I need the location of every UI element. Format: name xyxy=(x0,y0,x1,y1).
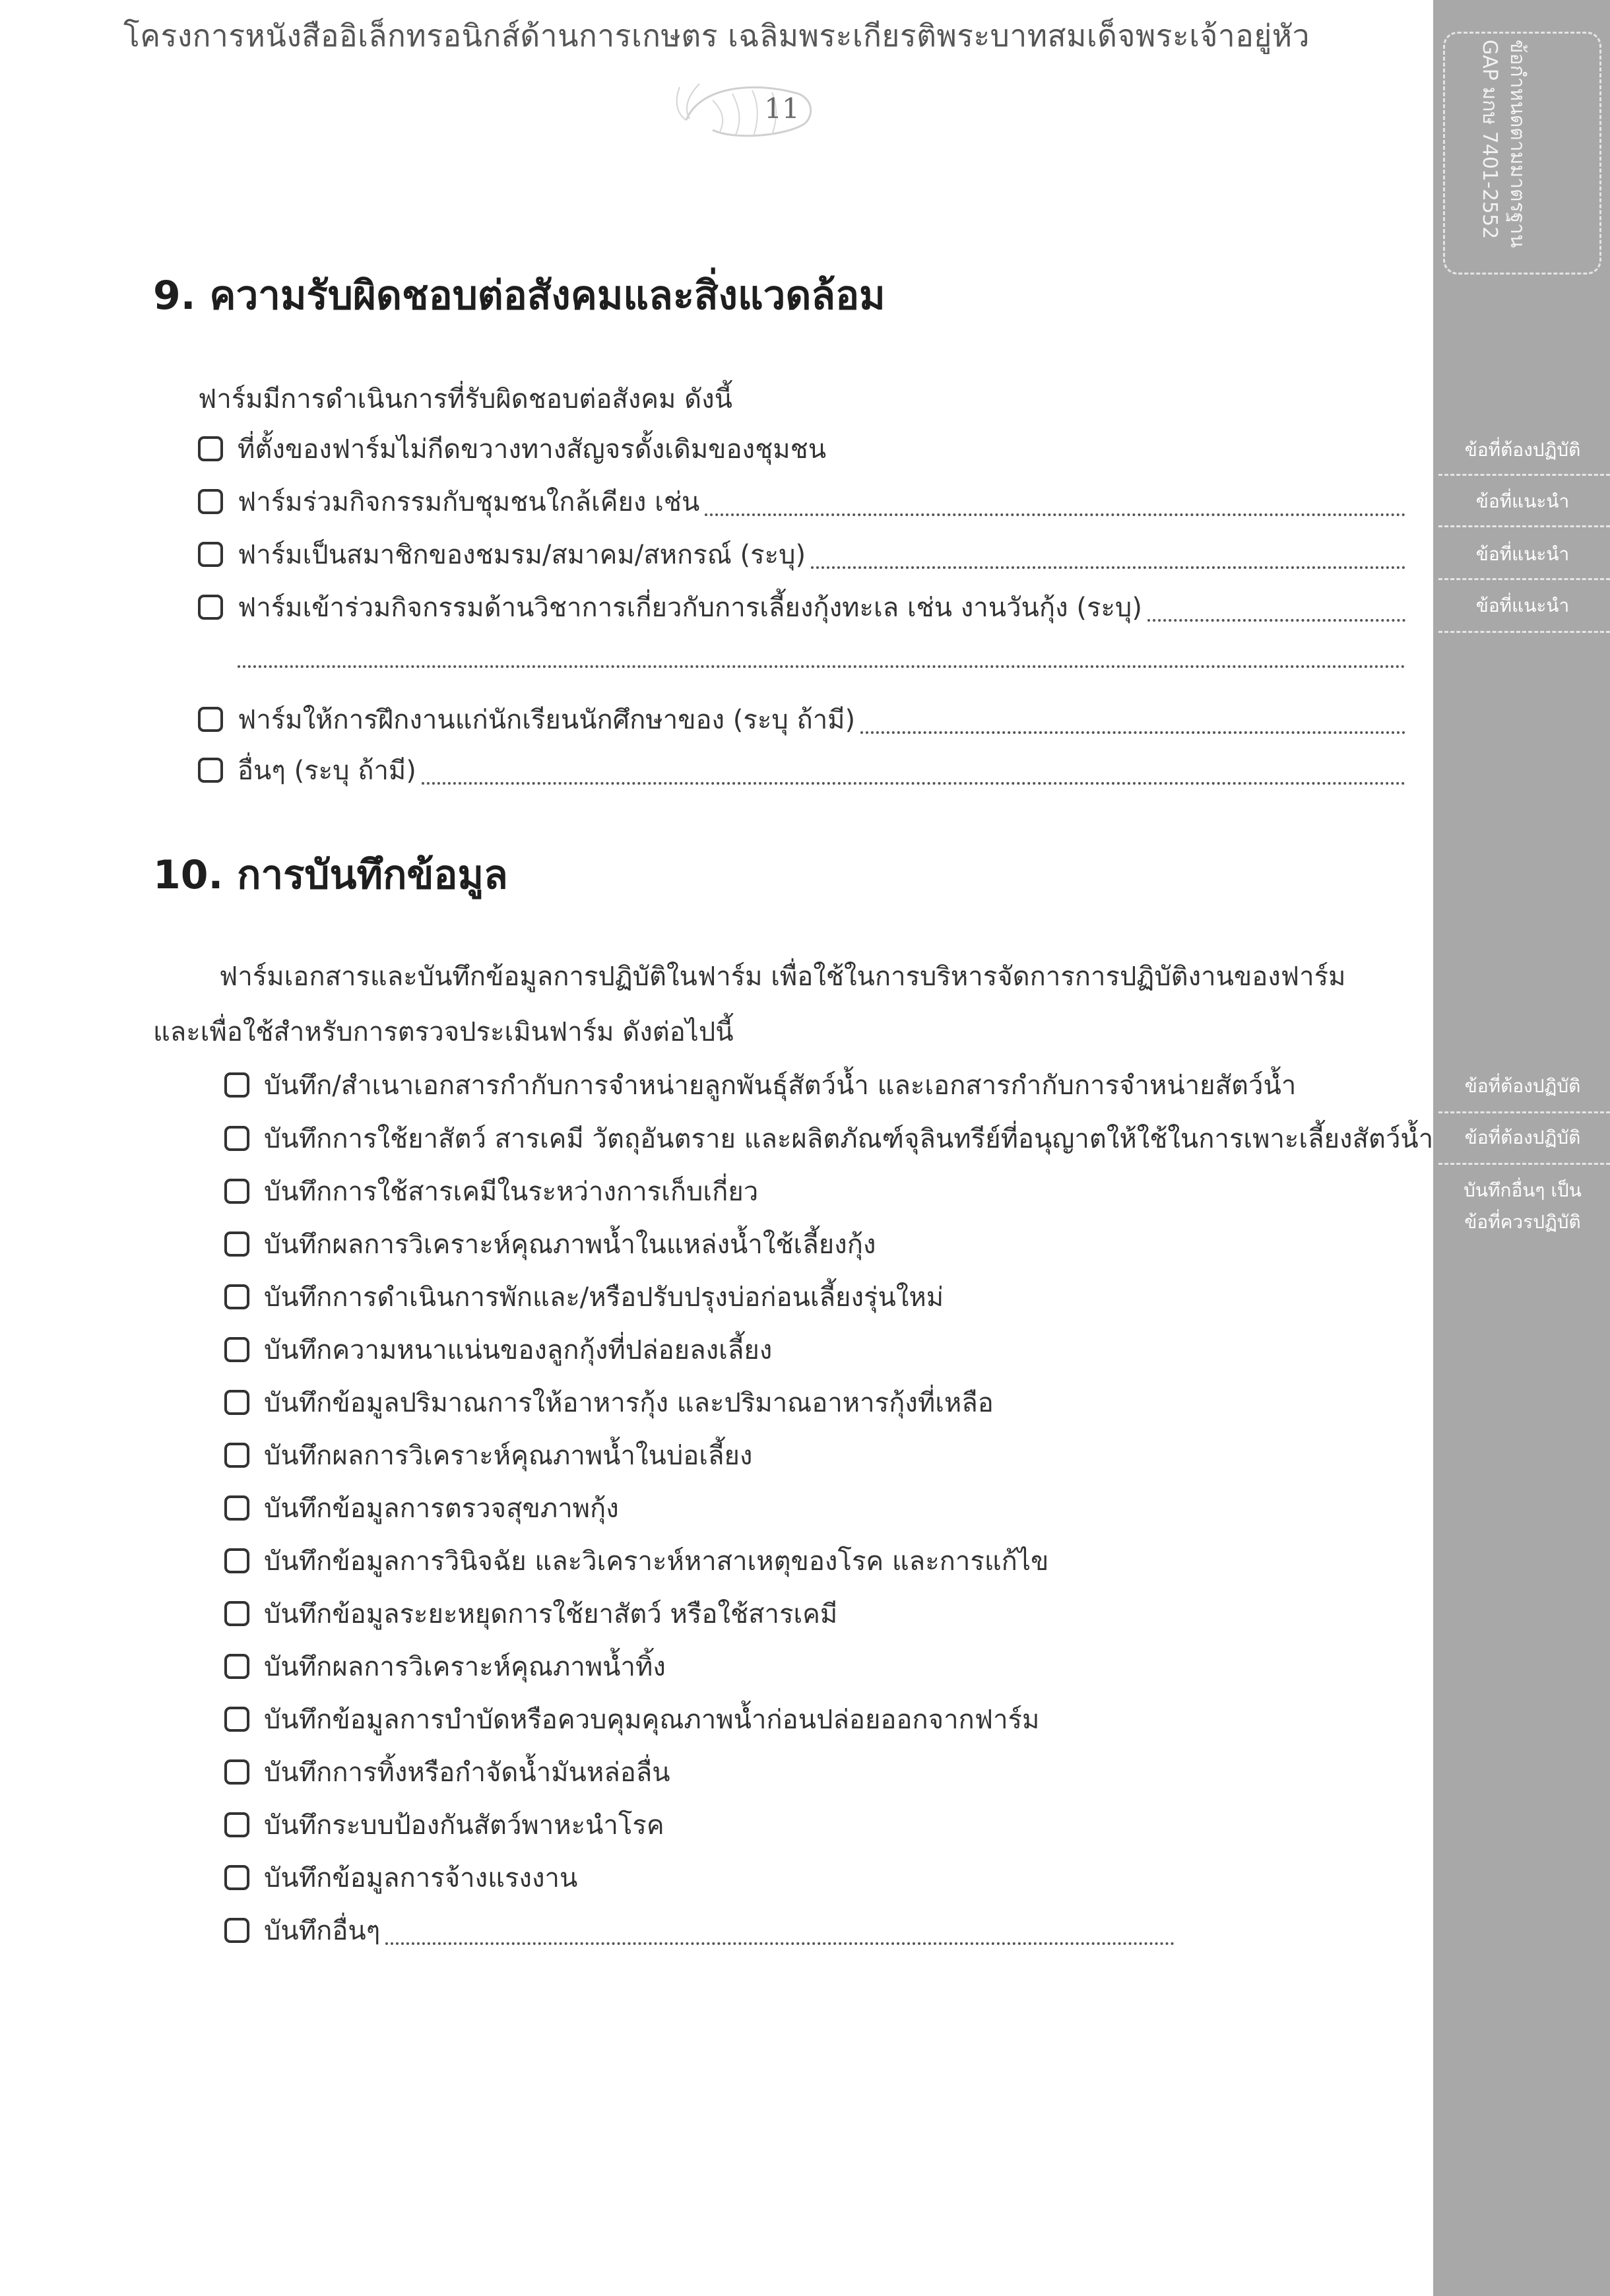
checkbox[interactable] xyxy=(224,1126,249,1151)
checklist-item: ฟาร์มร่วมกิจกรรมกับชุมชนใกล้เคียง เช่น xyxy=(198,480,1405,523)
divider xyxy=(1438,525,1610,527)
checklist-item: บันทึกการทิ้งหรือกำจัดน้ำมันหล่อลื่น xyxy=(224,1751,670,1793)
checklist-item: บันทึกการดำเนินการพักและ/หรือปรับปรุงบ่อก่อนเลี้ยงรุ่นใหม่ xyxy=(224,1276,944,1318)
fill-in-line[interactable] xyxy=(705,513,1405,516)
fill-in-line[interactable] xyxy=(1147,619,1405,622)
requirement-label-line1: บันทึกอื่นๆ เป็น xyxy=(1464,1179,1582,1201)
checkbox[interactable] xyxy=(224,1918,249,1943)
checkbox[interactable] xyxy=(224,1812,249,1837)
fill-in-line[interactable] xyxy=(811,566,1405,569)
checklist-item: บันทึกอื่นๆ xyxy=(224,1909,1175,1952)
divider xyxy=(1438,1111,1610,1113)
checkbox[interactable] xyxy=(224,1231,249,1257)
checkbox[interactable] xyxy=(224,1654,249,1679)
checkbox[interactable] xyxy=(198,436,223,461)
checklist-item: ฟาร์มให้การฝึกงานแก่นักเรียนนักศึกษาของ (ระบุ ถ้ามี) xyxy=(198,698,1405,740)
checklist-item: บันทึกผลการวิเคราะห์คุณภาพน้ำในแหล่งน้ำใช้เลี้ยงกุ้ง xyxy=(224,1223,876,1265)
section-9-title: 9. ความรับผิดชอบต่อสังคมและสิ่งแวดล้อม xyxy=(153,273,886,319)
checkbox[interactable] xyxy=(224,1759,249,1785)
checkbox[interactable] xyxy=(198,542,223,567)
checklist-item: บันทึกข้อมูลปริมาณการให้อาหารกุ้ง และปริมาณอาหารกุ้งที่เหลือ xyxy=(224,1381,994,1424)
section-9-intro: ฟาร์มมีการดำเนินการที่รับผิดชอบต่อสังคม ดังนี้ xyxy=(198,384,732,414)
checkbox[interactable] xyxy=(198,758,223,783)
checkbox[interactable] xyxy=(198,489,223,514)
divider xyxy=(1438,474,1610,476)
fill-in-line-continued[interactable] xyxy=(238,665,1405,668)
divider xyxy=(1438,578,1610,580)
checklist-item: ฟาร์มเข้าร่วมกิจกรรมด้านวิชาการเกี่ยวกับการเลี้ยงกุ้งทะเล เช่น งานวันกุ้ง (ระบุ) xyxy=(198,586,1405,628)
checkbox[interactable] xyxy=(224,1865,249,1890)
checklist-item: บันทึกข้อมูลระยะหยุดการใช้ยาสัตว์ หรือใช้สารเคมี xyxy=(224,1592,837,1635)
checklist-item: ที่ตั้งของฟาร์มไม่กีดขวางทางสัญจรดั้งเดิมของชุมชน xyxy=(198,428,1405,470)
checkbox[interactable] xyxy=(224,1601,249,1626)
checklist-item: บันทึกข้อมูลการวินิจฉัย และวิเคราะห์หาสาเหตุของโรค และการแก้ไข xyxy=(224,1540,1048,1582)
running-header: โครงการหนังสืออิเล็กทรอนิกส์ด้านการเกษตร เฉลิมพระเกียรติพระบาทสมเด็จพระเจ้าอยู่หัว xyxy=(123,18,1310,53)
checkbox[interactable] xyxy=(224,1495,249,1521)
standard-reference-text: ข้อกำหนดตามมาตรฐาน GAP มกษ 7401-2552 xyxy=(1478,40,1529,248)
checkbox[interactable] xyxy=(224,1284,249,1309)
checklist-item: บันทึกระบบป้องกันสัตว์พาหะนำโรค xyxy=(224,1804,664,1846)
checkbox[interactable] xyxy=(224,1707,249,1732)
requirement-label: ข้อที่แนะนำ xyxy=(1475,595,1570,616)
checklist-item: บันทึก/สำเนาเอกสารกำกับการจำหน่ายลูกพันธุ์สัตว์น้ำ และเอกสารกำกับการจำหน่ายสัตว์น้ำ xyxy=(224,1064,1296,1106)
checklist-item: บันทึกผลการวิเคราะห์คุณภาพน้ำในบ่อเลี้ยง xyxy=(224,1434,752,1476)
checkbox[interactable] xyxy=(224,1390,249,1415)
divider xyxy=(1438,631,1610,633)
requirement-label: ข้อที่ต้องปฏิบัติ xyxy=(1464,439,1581,461)
checklist-item: บันทึกข้อมูลการบำบัดหรือควบคุมคุณภาพน้ำก่อนปล่อยออกจากฟาร์ม xyxy=(224,1698,1039,1740)
checklist-item: ฟาร์มเป็นสมาชิกของชมรม/สมาคม/สหกรณ์ (ระบุ) xyxy=(198,533,1405,575)
checklist-item: บันทึกข้อมูลการจ้างแรงงาน xyxy=(224,1856,577,1899)
requirement-label: ข้อที่ต้องปฏิบัติ xyxy=(1464,1127,1581,1148)
checklist-item: บันทึกความหนาแน่นของลูกกุ้งที่ปล่อยลงเลี้ยง xyxy=(224,1328,772,1371)
requirement-label: ข้อที่แนะนำ xyxy=(1475,543,1570,565)
requirement-label-line2: ข้อที่ควรปฏิบัติ xyxy=(1464,1211,1581,1233)
checklist-item: บันทึกข้อมูลการตรวจสุขภาพกุ้ง xyxy=(224,1487,619,1529)
divider xyxy=(1438,1163,1610,1165)
fill-in-line[interactable] xyxy=(860,731,1405,734)
page-number: 11 xyxy=(764,92,800,125)
checkbox[interactable] xyxy=(224,1072,249,1098)
requirement-label: ข้อที่แนะนำ xyxy=(1475,490,1570,512)
checkbox[interactable] xyxy=(198,595,223,620)
checkbox[interactable] xyxy=(224,1443,249,1468)
checklist-item: บันทึกผลการวิเคราะห์คุณภาพน้ำทิ้ง xyxy=(224,1645,666,1688)
checklist-item: บันทึกการใช้สารเคมีในระหว่างการเก็บเกี่ยว xyxy=(224,1170,758,1212)
checkbox[interactable] xyxy=(224,1337,249,1362)
checklist-item: อื่นๆ (ระบุ ถ้ามี) xyxy=(198,749,1405,791)
checkbox[interactable] xyxy=(198,707,223,732)
section-10-paragraph: ฟาร์มเอกสารและบันทึกข้อมูลการปฏิบัติในฟาร์ม เพื่อใช้ในการบริหารจัดการการปฏิบัติงานของฟาร์ม และเพื่อใช้สำหรับการตรวจประเมินฟาร์ม ดังต่อไปนี้ xyxy=(153,962,1346,1047)
section-10-title: 10. การบันทึกข้อมูล xyxy=(153,852,508,898)
checkbox[interactable] xyxy=(224,1548,249,1573)
requirement-label: ข้อที่ต้องปฏิบัติ xyxy=(1464,1075,1581,1097)
fill-in-line[interactable] xyxy=(422,782,1405,785)
checklist-item: บันทึกการใช้ยาสัตว์ สารเคมี วัตถุอันตราย และผลิตภัณฑ์จุลินทรีย์ที่อนุญาตให้ใช้ในการเพาะเลี้ยงสัตว์น้ำ xyxy=(224,1117,1433,1160)
fill-in-line[interactable] xyxy=(385,1942,1175,1945)
checkbox[interactable] xyxy=(224,1179,249,1204)
